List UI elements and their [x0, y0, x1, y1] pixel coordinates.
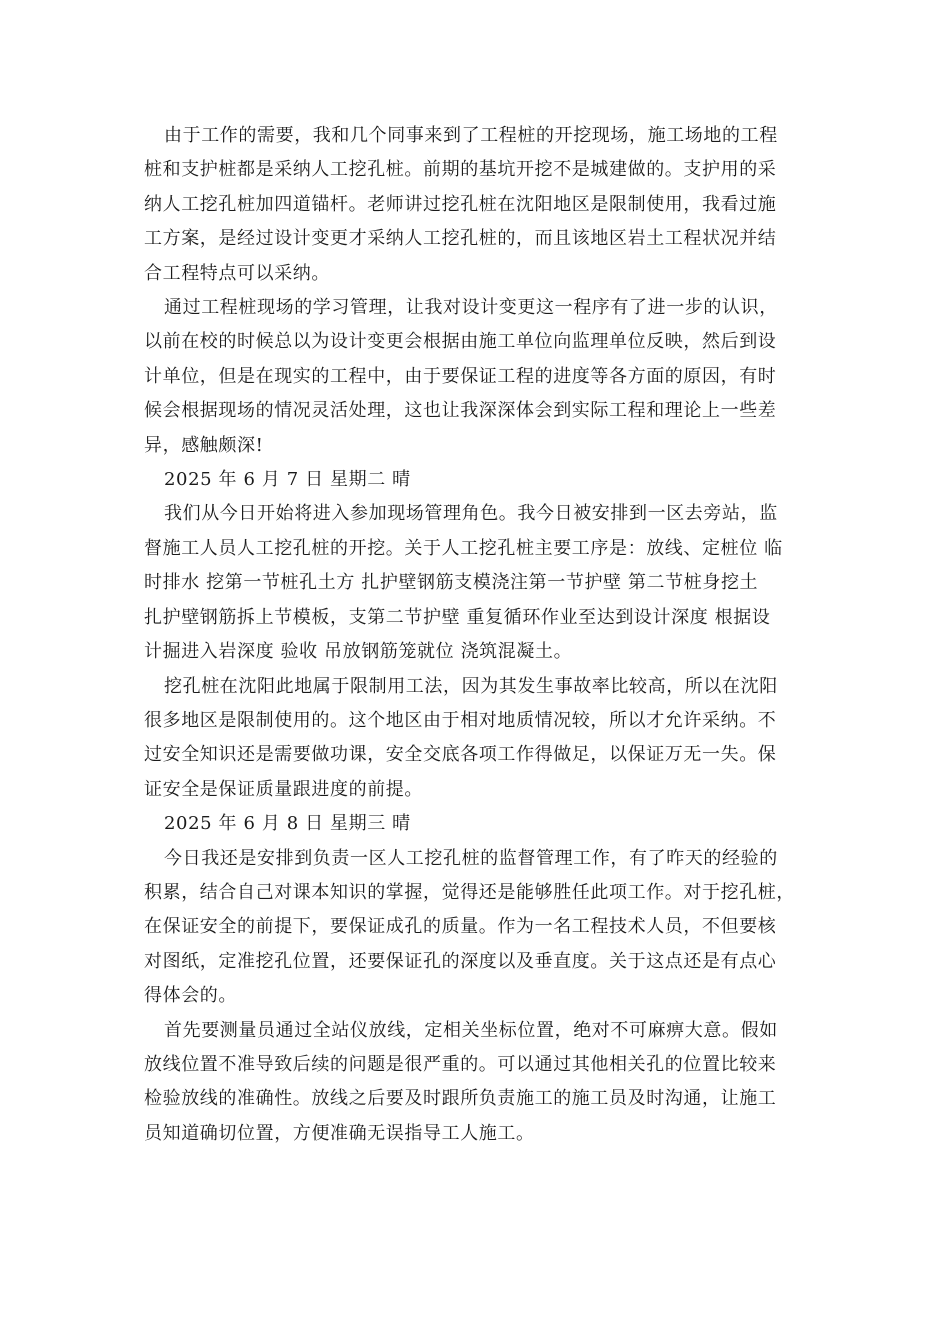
text-line: 今日我还是安排到负责一区人工挖孔桩的监督管理工作，有了昨天的经验的 — [164, 847, 778, 869]
text-line: 计掘进入岩深度 验收 吊放钢筋笼就位 浇筑混凝土。 — [144, 641, 573, 663]
paragraph-site-visit — [144, 119, 804, 291]
text-line: 对图纸，定准挖孔位置，还要保证孔的深度以及垂直度。关于这点还是有点心 — [144, 950, 777, 972]
text-line: 工方案，是经过设计变更才采纳人工挖孔桩的，而且该地区岩土工程状况并结 — [144, 228, 777, 250]
date-heading-june-7 — [144, 463, 804, 497]
text-line: 候会根据现场的情况灵活处理，这也让我深深体会到实际工程和理论上一些差 — [144, 400, 777, 422]
text-line: 员知道确切位置，方便准确无误指导工人施工。 — [144, 1122, 535, 1144]
text-line: 我们从今日开始将进入参加现场管理角色。我今日被安排到一区去旁站，监 — [164, 503, 778, 525]
text-line: 挖孔桩在沈阳此地属于限制用工法，因为其发生事故率比较高，所以在沈阳 — [164, 675, 778, 697]
text-line: 积累，结合自己对课本知识的掌握，觉得还是能够胜任此项工作。对于挖孔桩， — [144, 881, 795, 903]
text-line: 由于工作的需要，我和几个同事来到了工程桩的开挖现场，施工场地的工程 — [164, 125, 778, 146]
date-line: 2025 年 6 月 8 日 星期三 晴 — [164, 813, 411, 835]
text-line: 计单位，但是在现实的工程中，由于要保证工程的进度等各方面的原因，有时 — [144, 365, 777, 387]
paragraph-design-change — [144, 291, 804, 463]
text-line: 以前在校的时候总以为设计变更会根据由施工单位向监理单位反映，然后到设 — [144, 331, 777, 353]
text-line: 证安全是保证质量跟进度的前提。 — [144, 778, 423, 800]
date-line: 2025 年 6 月 7 日 星期二 晴 — [164, 469, 411, 491]
text-line: 扎护壁钢筋拆上节模板，支第二节护壁 重复循环作业至达到设计深度 根据设 — [144, 606, 771, 628]
text-line: 异，感触颇深! — [144, 434, 264, 456]
text-line: 得体会的。 — [144, 985, 237, 1007]
text-line: 很多地区是限制使用的。这个地区由于相对地质情况较，所以才允许采纳。不 — [144, 709, 777, 731]
text-line: 首先要测量员通过全站仪放线，定相关坐标位置，绝对不可麻痹大意。假如 — [164, 1019, 778, 1041]
text-line: 合工程特点可以采纳。 — [144, 262, 330, 284]
document-body — [144, 119, 804, 1151]
text-line: 在保证安全的前提下，要保证成孔的质量。作为一名工程技术人员，不但要核 — [144, 916, 777, 938]
paragraph-supervision — [144, 842, 804, 1014]
text-line: 纳人工挖孔桩加四道锚杆。老师讲过挖孔桩在沈阳地区是限制使用，我看过施 — [144, 193, 777, 215]
text-line: 过安全知识还是需要做功课，安全交底各项工作得做足，以保证万无一失。保 — [144, 744, 777, 766]
text-line: 时排水 挖第一节桩孔土方 扎护壁钢筋支模浇注第一节护壁 第二节桩身挖土 — [144, 572, 759, 594]
paragraph-process — [144, 497, 804, 669]
text-line: 放线位置不准导致后续的问题是很严重的。可以通过其他相关孔的位置比较来 — [144, 1053, 777, 1075]
text-line: 通过工程桩现场的学习管理，让我对设计变更这一程序有了进一步的认识， — [164, 297, 778, 319]
paragraph-surveying — [144, 1014, 804, 1152]
text-line: 检验放线的准确性。放线之后要及时跟所负责施工的施工员及时沟通，让施工 — [144, 1088, 777, 1110]
text-line: 桩和支护桩都是采纳人工挖孔桩。前期的基坑开挖不是城建做的。支护用的采 — [144, 159, 777, 181]
date-heading-june-8 — [144, 807, 804, 841]
paragraph-safety — [144, 670, 804, 808]
text-line: 督施工人员人工挖孔桩的开挖。关于人工挖孔桩主要工序是：放线、定桩位 临 — [144, 537, 783, 559]
